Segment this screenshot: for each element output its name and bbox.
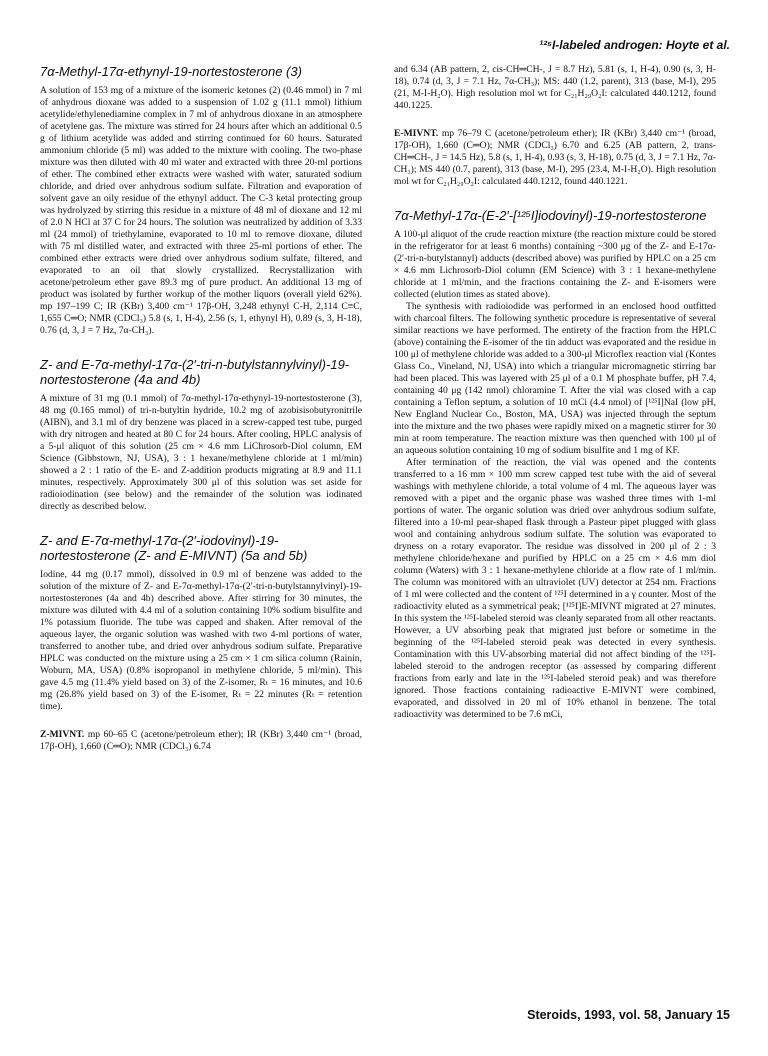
page-footer: Steroids, 1993, vol. 58, January 15	[527, 1008, 730, 1022]
running-head: ¹²⁵I-labeled androgen: Hoyte et al.	[539, 38, 730, 52]
paragraph-z-mivnt-continued: and 6.34 (AB pattern, 2, cis-CH═CH-, J = 8.7 Hz), 5.81 (s, 1, H-4), 0.90 (s, 3, H-18), 0.74 (d, 3, J = 7.1 Hz, 7α-CH₃); MS: 440 (1.2, parent), 313 (base, M-I), 295 (21, M-I-H₂O). High resolution mol wt for C₂₁H₂₉O₂I: calculated 440.1212, found 440.1225.	[394, 64, 716, 111]
section-title-compounds-5a-5b: Z- and E-7α-methyl-17α-(2′-iodovinyl)-19-nortestosterone (Z- and E-MIVNT) (5a and 5b)	[40, 533, 308, 563]
paragraph-radio-3: After termination of the reaction, the vial was opened and the contents transferred to a 16 mm × 100 mm screw capped test tube with the aid of several washings with methylene chloride, a total volume of 4 ml. The aqueous layer was removed with a pipet and the organic phase was washed three times with 1-ml portions of water. The organic solution was dried over anhydrous sodium sulfate, filtered into a 10-ml pear-shaped flask through a Pasteur pipet plugged with glass wool and containing anhydrous sodium sulfate. The solution was evaporated to dryness on a rotary evaporator. The residue was dissolved in 200 μl of 2 : 3 methylene chloride/hexane and purified by HPLC on a 25 cm × 4.6 mm diol column (Waters) with 3 : 1 hexane-methylene chloride at a flow rate of 1 ml/min. The column was monitored with an ultraviolet (UV) detector at 254 nm. Fractions of 1 ml were collected and the content of ¹²⁵I determined in a γ counter. Most of the radioactivity eluted as a symmetrical peak; [¹²⁵I]E-MIVNT migrated at 27 minutes. In this system the ¹²⁵I-labeled steroid was cleanly separated from all other reactants. However, a UV absorbing peak that migrated just before or sometime in the beginning of the ¹²⁵I-labeled steroid peak was detected in every synthesis. Contamination with this UV-absorbing material did not affect binding of the ¹²⁵I-labeled steroid to the androgen receptor (as assessed by comparing different fractions from early and late in the ¹²⁵I-labeled steroid peak) and was therefore ignored. Those fractions containing radioactive E-MIVNT were combined, evaporated, and dissolved in 20 ml of 10% ethanol in benzene. The total radioactivity was determined to be 7.6 mCi,	[394, 457, 716, 720]
section-title-radioiodination: 7α-Methyl-17α-(E-2′-[¹²⁵I]iodovinyl)-19-nortestosterone	[394, 208, 707, 223]
section-title-compound-3: 7α-Methyl-17α-ethynyl-19-nortestosterone (3)	[40, 64, 302, 79]
e-mivnt-text: mp 76–79 C (acetone/petroleum ether); IR (KBr) 3,440 cm⁻¹ (broad, 17β-OH), 1,660 (C═O); NMR (CDCl₃) 6.70 and 6.25 (AB pattern, 2, trans-CH═CH-, J = 14.5 Hz), 5.8 (s, 1, H-4), 0.93 (s, 3, H-18), 0.75 (d, 3, J = 7.1 Hz, 7α-CH₃); MS 440 (0.7, parent), 313 (base, M-I), 295 (23.4, M-I-H₂O). High resolution mol wt for C₂₁H₂₉O₂I: calculated 440.1212, found 440.1221.	[394, 128, 716, 187]
z-mivnt-text: mp 60–65 C (acetone/petroleum ether); IR (KBr) 3,440 cm⁻¹ (broad, 17β-OH), 1,660 (C═O); NMR (CDCl₃) 6.74	[40, 729, 362, 752]
paragraph-radio-2: The synthesis with radioiodide was performed in an enclosed hood outfitted with charcoal filters. The following synthetic procedure is representative of several similar reactions we have performed. The entirety of the fraction from the HPLC (above) containing the E-isomer of the tin adduct was evaporated and the residue in 100 μl of methylene chloride was added to a 300-μl Microflex reaction vial (Kontes Glass Co., Vineland, NJ, USA) into which a triangular micromagnetic stirring bar had been placed. This was layered with 25 μl of a 0.1 M phosphate buffer, pH 7.4, containing 40 μg (142 nmol) chloramine T. After the vial was closed with a cap containing a Teflon septum, a solution of 10 mCi (4.4 nmol) of [¹²⁵I]NaI (low pH, New England Nuclear Co., Boston, MA, USA) was injected through the septum into the mixture and the two phases were rapidly mixed on a magnetic stirrer for 30 min at room temperature. The reaction mixture was then quenched with 100 μl of an aqueous solution containing 10 mg of sodium bisulfite and 1 mg of KF.	[394, 301, 716, 456]
paragraph-compounds-4a-4b: A mixture of 31 mg (0.1 mmol) of 7α-methyl-17α-ethynyl-19-nortestosterone (3), 48 mg (0.165 mmol) of tri-n-butyltin hydride, 10.2 mg of azobisisobutyronitrile (AIBN), and 3.1 ml of dry benzene was placed in a screw-capped test tube, purged with dry nitrogen and heated at 80 C for 24 hours. After cooling, HPLC analysis of a 5-μl aliquot of this solution (25 cm × 4.6 mm LiChrosorb-Diol column, EM Science (Gibbstown, NJ, USA), 3 : 1 hexane/methylene chloride at 1 ml/min) showed a 2 : 1 ratio of the E- and Z-addition products migrating at 8.9 and 11.1 minutes, respectively. Approximately 300 μl of this solution was set aside for radioiodination (see below) and the remainder of the solution was iodinated directly as described below.	[40, 393, 362, 512]
z-mivnt-label: Z-MIVNT.	[40, 729, 85, 740]
paragraph-z-mivnt	[40, 729, 362, 753]
right-column	[394, 64, 716, 721]
section-title-compounds-4a-4b: Z- and E-7α-methyl-17α-(2′-tri-n-butylstannylvinyl)-19-nortestosterone (4a and 4b)	[40, 357, 350, 387]
e-mivnt-label: E-MIVNT.	[394, 128, 439, 139]
paragraph-radio-1: A 100-μl aliquot of the crude reaction mixture (the reaction mixture could be stored in the refrigerator for at least 6 months) containing ~300 μg of the Z- and E-17α-(2′-tri-n-butylstannyl) adducts (described above) was purified by HPLC on a 25 cm × 4.6 mm Lichrosorb-Diol column (EM Science) with 3 : 1 hexane-methylene chloride at 1 ml/min, and the fractions containing the Z- and E-isomers were collected (elution times as stated above).	[394, 229, 716, 300]
paragraph-compound-3: A solution of 153 mg of a mixture of the isomeric ketones (2) (0.46 mmol) in 7 ml of anhydrous dioxane was added to a suspension of 1.02 g (11.1 mmol) lithium acetylide/ethylenediamine complex in 7 ml of anhydrous dioxane in an atmosphere of acetylene gas. The mixture was stirred for 24 hours after which an additional 0.5 g of lithium acetylide was added and stirring continued for 60 hours. Saturated ammonium chloride (5 ml) was added to the mixture with cooling. The two-phase mixture was then diluted with 40 ml water and extracted with three 20-ml portions of ether. The combined ether extracts were washed with water, saturated sodium chloride, and dried over anhydrous sodium sulfate. Filtration and evaporation of solvent gave an oily residue of the ethynyl adduct. The C-3 ketal protecting group was hydrolyzed by stirring this residue in a mixture of 48 ml of dioxane and 12 ml of 2.0 N HCl at 37 C for 24 hours. The solution was neutralized by addition of 3.33 ml (24 mmol) of triethylamine, evaporated to 10 ml to remove dioxane, diluted with 75 ml distilled water, and extracted with three 25-ml portions of ether. The combined ether extracts were dried over anhydrous sodium sulfate, filtered, and evaporated to an oil that slowly crystallized. Recrystallization with acetone/petroleum ether gave 89.3 mg of pure product. An additional 13 mg of product was isolated by further workup of the mother liquors (overall yield 62%). mp 197–199 C; IR (KBr) 3,400 cm⁻¹ 17β-OH, 3,248 ethynyl C-H, 2,114 C≡C, 1,655 C═O; NMR (CDCl₃) 5.8 (s, 1, H-4), 2.56 (s, 1, ethynyl H), 0.89 (s, 3, H-18), 0.76 (d, 3, J = 7 Hz, 7α-CH₃).	[40, 85, 362, 336]
left-column	[40, 64, 362, 753]
paragraph-compounds-5a-5b: Iodine, 44 mg (0.17 mmol), dissolved in 0.9 ml of benzene was added to the solution of the mixture of Z- and E-7α-methyl-17α-(2′-tri-n-butylstannylvinyl)-19-nortestosterones (4a and 4b) described above. After stirring for 30 minutes, the mixture was diluted with 4.4 ml of a solution containing 10% sodium bisulfite and 1% potassium fluoride. The tube was capped and shaken. After removal of the aqueous layer, the organic solution was washed with two 4-ml portions of water, transferred to another tube, and dried over anhydrous sodium sulfate. Preparative HPLC was conducted on the mixture using a 25 cm × 1 cm silica column (Rainin, Woburn, MA, USA) (0.8% isopropanol in methylene chloride, 5 ml/min). This gave 4.5 mg (11.4% yield based on 3) of the Z-isomer, Rₜ = 16 minutes, and 10.6 mg (26.8% yield based on 3) of the E-isomer, Rₜ = 22 minutes (Rₜ = retention time).	[40, 569, 362, 712]
paragraph-e-mivnt	[394, 128, 716, 188]
